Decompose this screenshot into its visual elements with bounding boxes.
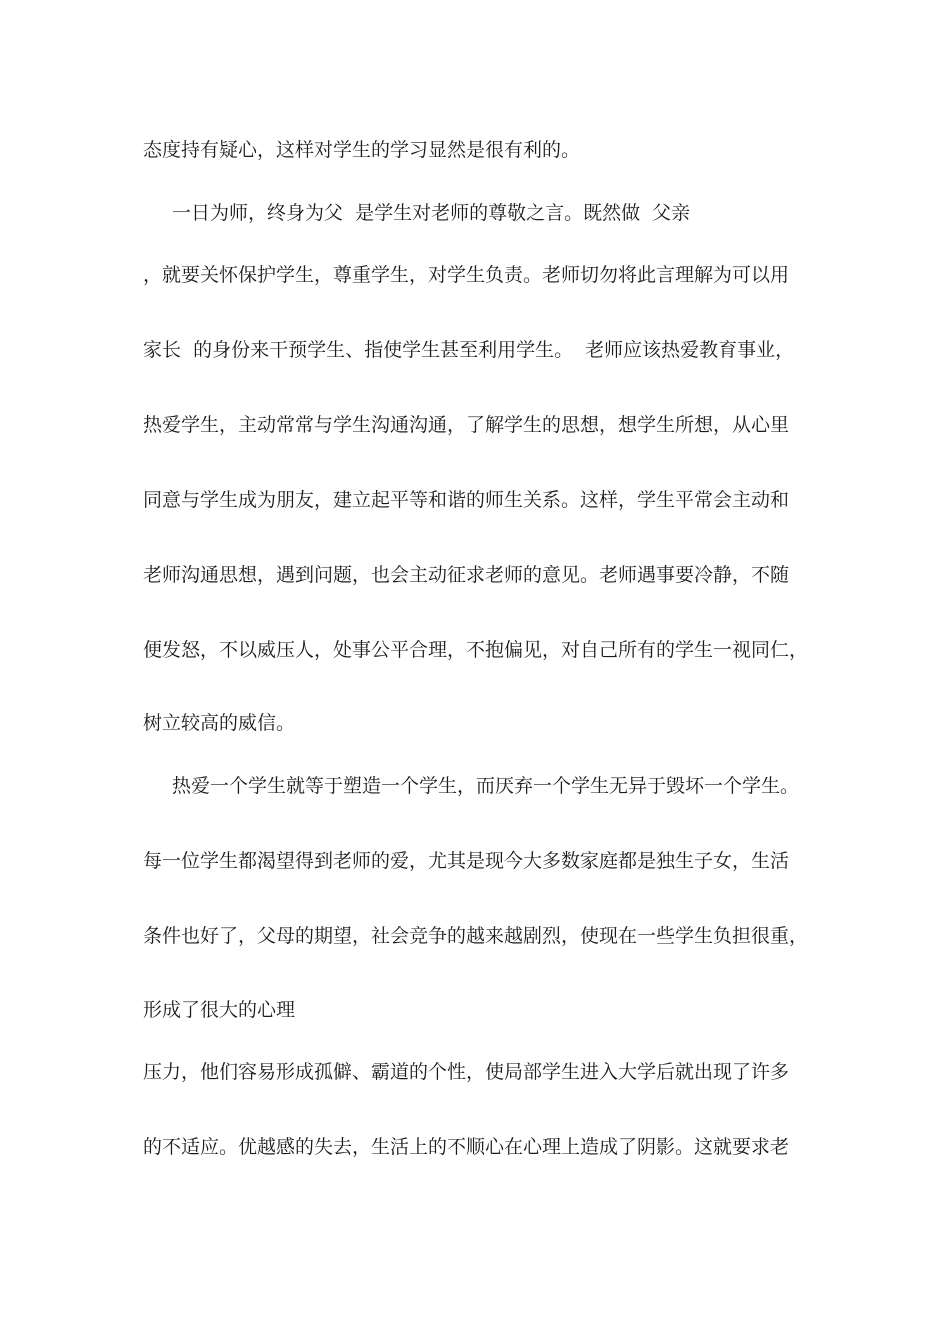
text-line: 压力，他们容易形成孤僻、霸道的个性，使局部学生进入大学后就出现了许多: [143, 1061, 790, 1083]
text-line: 老师沟通思想，遇到问题，也会主动征求老师的意见。老师遇事要冷静，不随: [143, 564, 790, 586]
text-line: 形成了很大的心理: [143, 999, 296, 1021]
paragraph-start-line: 一日为师，终身为父 是学生对老师的尊敬之言。既然做 父亲: [172, 202, 691, 224]
text-line: 态度持有疑心，这样对学生的学习显然是很有利的。: [143, 139, 581, 161]
text-line: 条件也好了，父母的期望，社会竞争的越来越剧烈，使现在一些学生负担很重，: [143, 925, 809, 947]
text-line: 家长 的身份来干预学生、指使学生甚至利用学生。 老师应该热爱教育事业，: [143, 339, 795, 361]
text-line: ，就要关怀保护学生，尊重学生，对学生负责。老师切勿将此言理解为可以用: [143, 264, 790, 286]
text-line: 热爱学生，主动常常与学生沟通沟通，了解学生的思想，想学生所想，从心里: [143, 414, 790, 436]
paragraph-start-line: 热爱一个学生就等于塑造一个学生，而厌弃一个学生无异于毁坏一个学生。: [172, 775, 800, 797]
text-line: 便发怒，不以威压人，处事公平合理，不抱偏见，对自己所有的学生一视同仁，: [143, 639, 809, 661]
text-line: 的不适应。优越感的失去，生活上的不顺心在心理上造成了阴影。这就要求老: [143, 1136, 790, 1158]
text-line: 同意与学生成为朋友，建立起平等和谐的师生关系。这样，学生平常会主动和: [143, 489, 790, 511]
text-line: 树立较高的威信。: [143, 712, 296, 734]
text-line: 每一位学生都渴望得到老师的爱，尤其是现今大多数家庭都是独生子女，生活: [143, 850, 790, 872]
